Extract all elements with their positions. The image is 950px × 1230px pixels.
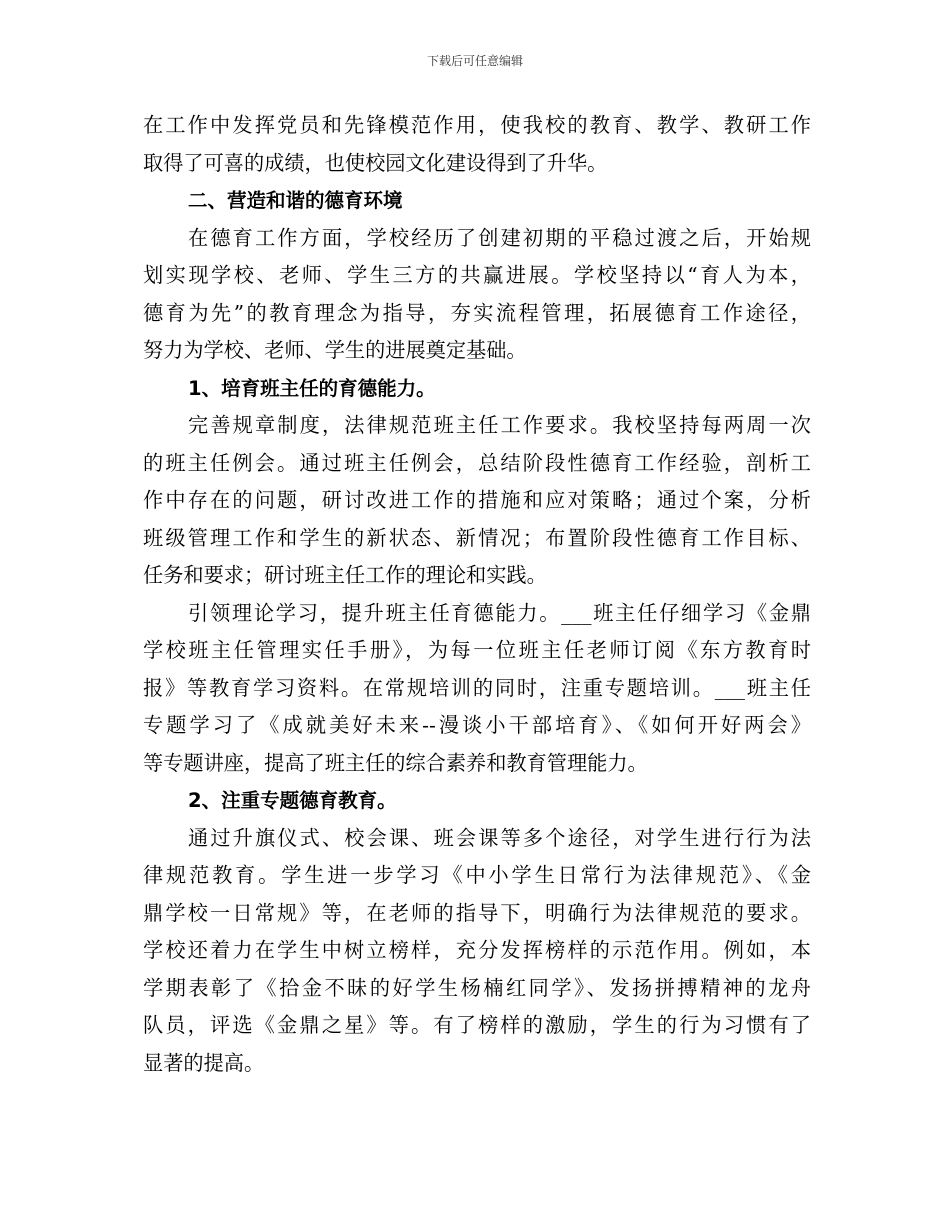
subsection-heading: 1、培育班主任的育德能力。 xyxy=(188,376,436,400)
text-line: 取得了可喜的成绩，也使校园文化建设得到了升华。 xyxy=(143,150,608,175)
text-line: 在德育工作方面，学校经历了创建初期的平稳过渡之后，开始规 xyxy=(188,225,811,250)
text-line: 学期表彰了《拾金不昧的好学生杨楠红同学》、发扬拼搏精神的龙舟 xyxy=(143,975,811,1000)
text-line: 班级管理工作和学生的新状态、新情况；布置阶段性德育工作目标、 xyxy=(143,525,811,550)
text-line: 显著的提高。 xyxy=(143,1050,265,1075)
text-line: 完善规章制度，法律规范班主任工作要求。我校坚持每两周一次 xyxy=(188,413,811,437)
text-line: 任务和要求；研讨班主任工作的理论和实践。 xyxy=(143,563,547,587)
text-line: 划实现学校、老师、学生三方的共赢进展。学校坚持以“育人为本， xyxy=(143,263,811,287)
text-line: 学校班主任管理实任手册》，为每一位班主任老师订阅《东方教育时 xyxy=(143,638,811,662)
text-line: 在工作中发挥党员和先锋模范作用，使我校的教育、教学、教研工作 xyxy=(143,113,811,137)
text-line: 通过升旗仪式、校会课、班会课等多个途径，对学生进行行为法 xyxy=(188,825,811,850)
page-header-note: 下载后可任意编辑 xyxy=(426,54,523,68)
text-line: 等专题讲座，提高了班主任的综合素养和教育管理能力。 xyxy=(143,750,648,775)
text-line: 的班主任例会。通过班主任例会，总结阶段性德育工作经验，剖析工 xyxy=(143,450,811,475)
text-line: 学校还着力在学生中树立榜样，充分发挥榜样的示范作用。例如，本 xyxy=(143,938,811,962)
text-line: 努力为学校、老师、学生的进展奠定基础。 xyxy=(143,338,527,362)
subsection-heading: 2、注重专题德育教育。 xyxy=(188,789,397,812)
text-line: 律规范教育。学生进一步学习《中小学生日常行为法律规范》、《金 xyxy=(143,863,811,887)
text-line: 德育为先”的教育理念为指导，夯实流程管理，拓展德育工作途径， xyxy=(143,300,811,325)
text-line: 队员，评选《金鼎之星》等。有了榜样的激励，学生的行为习惯有了 xyxy=(143,1013,811,1037)
section-heading: 二、营造和谐的德育环境 xyxy=(188,189,403,212)
text-line: 专题学习了《成就美好未来--漫谈小干部培育》、《如何开好两会》 xyxy=(143,713,811,737)
text-line: 作中存在的问题，研讨改进工作的措施和应对策略；通过个案，分析 xyxy=(143,488,811,512)
text-line: 报》等教育学习资料。在常规培训的同时，注重专题培训。___班主任 xyxy=(143,675,811,700)
document-body xyxy=(143,107,811,1082)
text-line: 鼎学校一日常规》等，在老师的指导下，明确行为法律规范的要求。 xyxy=(143,900,811,925)
text-line: 引领理论学习，提升班主任育德能力。___班主任仔细学习《金鼎 xyxy=(188,600,811,625)
